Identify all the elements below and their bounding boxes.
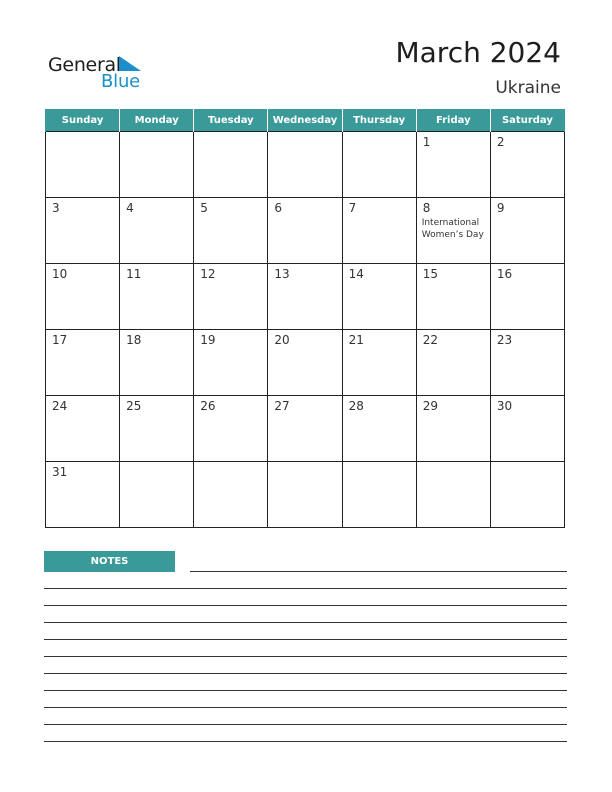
day-number: 9 — [496, 201, 505, 215]
logo-text-general: General — [48, 54, 121, 76]
day-cell — [490, 330, 564, 396]
notes-line — [44, 639, 567, 640]
logo-triangle-icon — [119, 56, 141, 71]
day-cell — [490, 132, 564, 198]
day-cell — [268, 264, 342, 330]
day-cell — [194, 264, 268, 330]
day-cell — [194, 198, 268, 264]
day-number: 30 — [496, 399, 513, 413]
weekday-header-row — [46, 109, 565, 132]
holiday-label: International Women’s Day — [421, 218, 484, 240]
day-cell — [342, 462, 416, 528]
day-number: 1 — [422, 135, 431, 149]
day-number: 27 — [274, 399, 290, 413]
weekday-header: Monday — [120, 109, 194, 132]
day-cell — [120, 462, 194, 528]
day-cell — [46, 198, 120, 264]
notes-line — [44, 707, 567, 708]
week-row — [46, 132, 565, 198]
day-cell — [120, 198, 194, 264]
day-cell — [120, 330, 194, 396]
day-cell — [46, 132, 120, 198]
day-number: 2 — [496, 135, 505, 149]
day-number: 15 — [422, 267, 438, 281]
day-number: 29 — [422, 399, 438, 413]
day-cell — [268, 330, 342, 396]
day-number: 5 — [200, 201, 208, 215]
day-number: 14 — [348, 267, 364, 281]
notes-line — [44, 588, 567, 589]
week-row — [46, 264, 565, 330]
day-number: 17 — [52, 333, 68, 347]
day-cell — [268, 132, 342, 198]
day-cell — [342, 264, 416, 330]
weekday-header: Friday — [416, 109, 490, 132]
day-number: 20 — [274, 333, 290, 347]
day-cell — [416, 462, 490, 528]
weekday-header: Sunday — [46, 109, 120, 132]
day-cell — [416, 198, 490, 264]
day-cell — [490, 462, 564, 528]
day-number: 19 — [200, 333, 216, 347]
week-row — [46, 198, 565, 264]
day-cell — [490, 264, 564, 330]
day-cell — [194, 462, 268, 528]
day-cell — [416, 396, 490, 462]
day-number: 22 — [422, 333, 438, 347]
notes-line — [44, 724, 567, 725]
weekday-header: Tuesday — [194, 109, 268, 132]
day-cell — [342, 330, 416, 396]
day-number: 3 — [52, 201, 60, 215]
logo-text-blue: Blue — [101, 71, 141, 92]
day-cell — [342, 132, 416, 198]
day-cell — [268, 198, 342, 264]
notes-line — [44, 622, 567, 623]
notes-line — [44, 741, 567, 742]
notes-label: NOTES — [44, 551, 175, 572]
day-number: 13 — [274, 267, 290, 281]
day-number: 23 — [496, 333, 513, 347]
day-number: 24 — [52, 399, 68, 413]
week-row — [46, 462, 565, 528]
week-row — [46, 330, 565, 396]
day-cell — [194, 396, 268, 462]
notes-line — [44, 656, 567, 657]
day-cell — [416, 264, 490, 330]
day-number: 18 — [126, 333, 142, 347]
day-cell — [416, 330, 490, 396]
notes-line — [44, 673, 567, 674]
day-number: 25 — [126, 399, 142, 413]
weekday-header: Thursday — [342, 109, 416, 132]
day-cell — [46, 264, 120, 330]
day-number: 21 — [348, 333, 364, 347]
notes-line — [44, 605, 567, 606]
day-cell — [342, 198, 416, 264]
notes-line — [44, 690, 567, 691]
day-number: 28 — [348, 399, 364, 413]
day-cell — [120, 396, 194, 462]
weekday-header: Wednesday — [268, 109, 342, 132]
day-number: 8 — [422, 201, 431, 215]
day-number: 26 — [200, 399, 216, 413]
day-cell — [268, 396, 342, 462]
day-number: 12 — [200, 267, 216, 281]
day-cell — [120, 132, 194, 198]
calendar-title: March 2024 — [395, 36, 561, 69]
weekday-header: Saturday — [490, 109, 564, 132]
day-cell — [120, 264, 194, 330]
day-number: 11 — [126, 267, 142, 281]
week-row — [46, 396, 565, 462]
day-cell — [490, 198, 564, 264]
day-cell — [342, 396, 416, 462]
generalblue-logo — [48, 54, 158, 94]
day-cell — [194, 132, 268, 198]
day-cell — [490, 396, 564, 462]
day-number: 10 — [52, 267, 68, 281]
day-number: 7 — [348, 201, 357, 215]
day-cell — [46, 396, 120, 462]
country-name: Ukraine — [495, 78, 561, 98]
day-number: 16 — [496, 267, 513, 281]
calendar-grid — [45, 109, 565, 528]
day-number: 31 — [52, 465, 68, 479]
day-number: 4 — [126, 201, 134, 215]
day-cell — [46, 462, 120, 528]
day-cell — [416, 132, 490, 198]
day-cell — [46, 330, 120, 396]
day-number: 6 — [274, 201, 283, 215]
day-cell — [268, 462, 342, 528]
notes-line — [190, 571, 567, 572]
day-cell — [194, 330, 268, 396]
